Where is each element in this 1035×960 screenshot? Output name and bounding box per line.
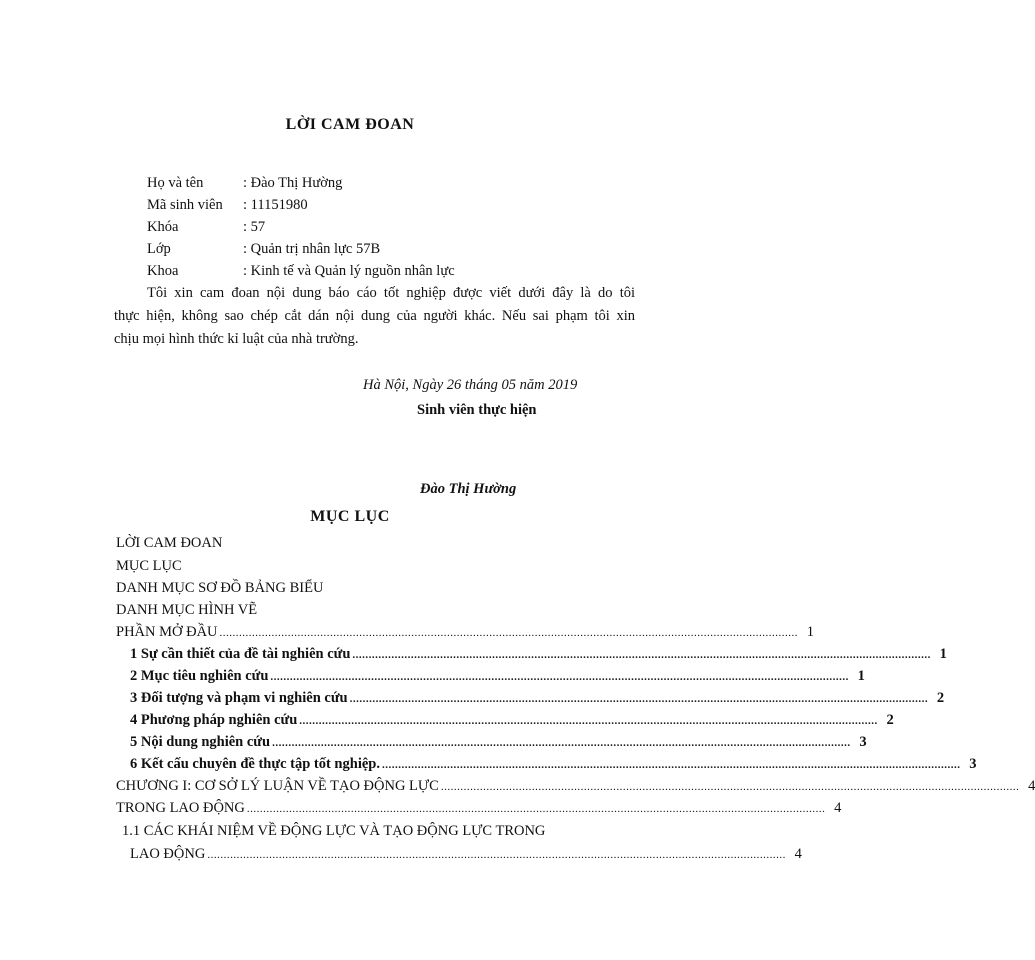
field-label-cohort: Khóa	[147, 219, 179, 235]
date-line: Hà Nội, Ngày 26 tháng 05 năm 2019	[363, 377, 578, 393]
toc-entry-label: CHƯƠNG I: CƠ SỞ LÝ LUẬN VỀ TẠO ĐỘNG LỰC	[116, 778, 439, 794]
toc-entry[interactable]	[116, 778, 1035, 795]
field-value-faculty: : Kinh tế và Quản lý nguồn nhân lực	[243, 263, 455, 279]
declaration-paragraph-line: Tôi xin cam đoan nội dung báo cáo tốt nghiệp được viết dưới đây là do tôi	[147, 285, 635, 301]
toc-entry[interactable]	[130, 756, 977, 773]
toc-page-number: 4	[1028, 778, 1035, 794]
toc-page-number: 4	[794, 846, 802, 862]
toc-leader: ..................................................................................................................................................................................	[272, 737, 851, 749]
toc-page-number: 1	[806, 624, 815, 640]
toc-leader: ..................................................................................................................................................................................	[246, 803, 826, 815]
toc-page-number: 1	[939, 646, 947, 662]
field-label-student-id: Mã sinh viên	[147, 197, 223, 213]
toc-entry-label: TRONG LAO ĐỘNG	[116, 800, 245, 816]
declaration-paragraph-line: thực hiện, không sao chép cắt dán nội dung của người khác. Nếu sai phạm tôi xin	[114, 308, 635, 324]
declaration-paragraph-line: chịu mọi hình thức kỉ luật của nhà trường.	[114, 331, 359, 347]
toc-entry-label: LAO ĐỘNG	[130, 846, 206, 862]
field-value-cohort: : 57	[243, 219, 266, 235]
toc-entry[interactable]	[130, 690, 945, 707]
toc-entry-label: 1 Sự cần thiết của đề tài nghiên cứu	[130, 646, 351, 662]
toc-entry[interactable]	[130, 712, 894, 729]
declaration-title: LỜI CAM ĐOAN	[285, 116, 415, 133]
toc-leader: ..................................................................................................................................................................................	[349, 693, 929, 705]
field-label-class: Lớp	[147, 241, 171, 257]
toc-entry: LỜI CAM ĐOAN	[116, 535, 223, 551]
toc-entry-label: PHẦN MỞ ĐẦU	[116, 624, 218, 640]
toc-leader: ..................................................................................................................................................................................	[270, 671, 849, 683]
toc-entry[interactable]	[130, 846, 802, 863]
field-label-name: Họ và tên	[147, 175, 204, 191]
toc-leader: ..................................................................................................................................................................................	[207, 849, 786, 861]
field-value-class: : Quản trị nhân lực 57B	[243, 241, 381, 257]
toc-entry: DANH MỤC SƠ ĐỒ BẢNG BIỂU	[116, 580, 324, 596]
toc-entry[interactable]	[130, 646, 947, 663]
toc-entry: DANH MỤC HÌNH VẼ	[116, 602, 258, 618]
signer-name: Đào Thị Hường	[420, 481, 517, 497]
toc-entry-label: 4 Phương pháp nghiên cứu	[130, 712, 298, 728]
toc-page-number: 4	[834, 800, 842, 816]
toc-section-heading[interactable]: 1.1 CÁC KHÁI NIỆM VỀ ĐỘNG LỰC VÀ TẠO ĐỘNG LỰC TRONG	[122, 823, 546, 839]
toc-page-number: 1	[857, 668, 865, 684]
toc-page-number: 3	[859, 734, 867, 750]
toc-entry[interactable]	[130, 668, 865, 685]
toc-entry[interactable]	[116, 624, 815, 641]
toc-entry[interactable]	[116, 800, 842, 817]
field-value-student-id: : 11151980	[243, 197, 308, 213]
toc-entry: MỤC LỤC	[116, 558, 182, 574]
signer-role: Sinh viên thực hiện	[417, 402, 537, 418]
toc-entry-label: 3 Đối tượng và phạm vi nghiên cứu	[130, 690, 348, 706]
toc-entry-label: 5 Nội dung nghiên cứu	[130, 734, 271, 750]
toc-page-number: 3	[969, 756, 977, 772]
toc-entry-label: 2 Mục tiêu nghiên cứu	[130, 668, 269, 684]
toc-leader: ..................................................................................................................................................................................	[352, 649, 931, 661]
toc-leader: ..................................................................................................................................................................................	[299, 715, 878, 727]
toc-entry-label: 6 Kết cấu chuyên đề thực tập tốt nghiệp.	[130, 756, 380, 772]
toc-leader: ..................................................................................................................................................................................	[219, 627, 799, 639]
toc-entry[interactable]	[130, 734, 867, 751]
toc-title: MỤC LỤC	[310, 508, 390, 525]
toc-page-number: 2	[936, 690, 945, 706]
toc-leader: ..................................................................................................................................................................................	[440, 781, 1020, 793]
toc-page-number: 2	[886, 712, 894, 728]
field-label-faculty: Khoa	[147, 263, 179, 279]
toc-leader: ..................................................................................................................................................................................	[381, 759, 961, 771]
field-value-name: : Đào Thị Hường	[243, 175, 343, 191]
